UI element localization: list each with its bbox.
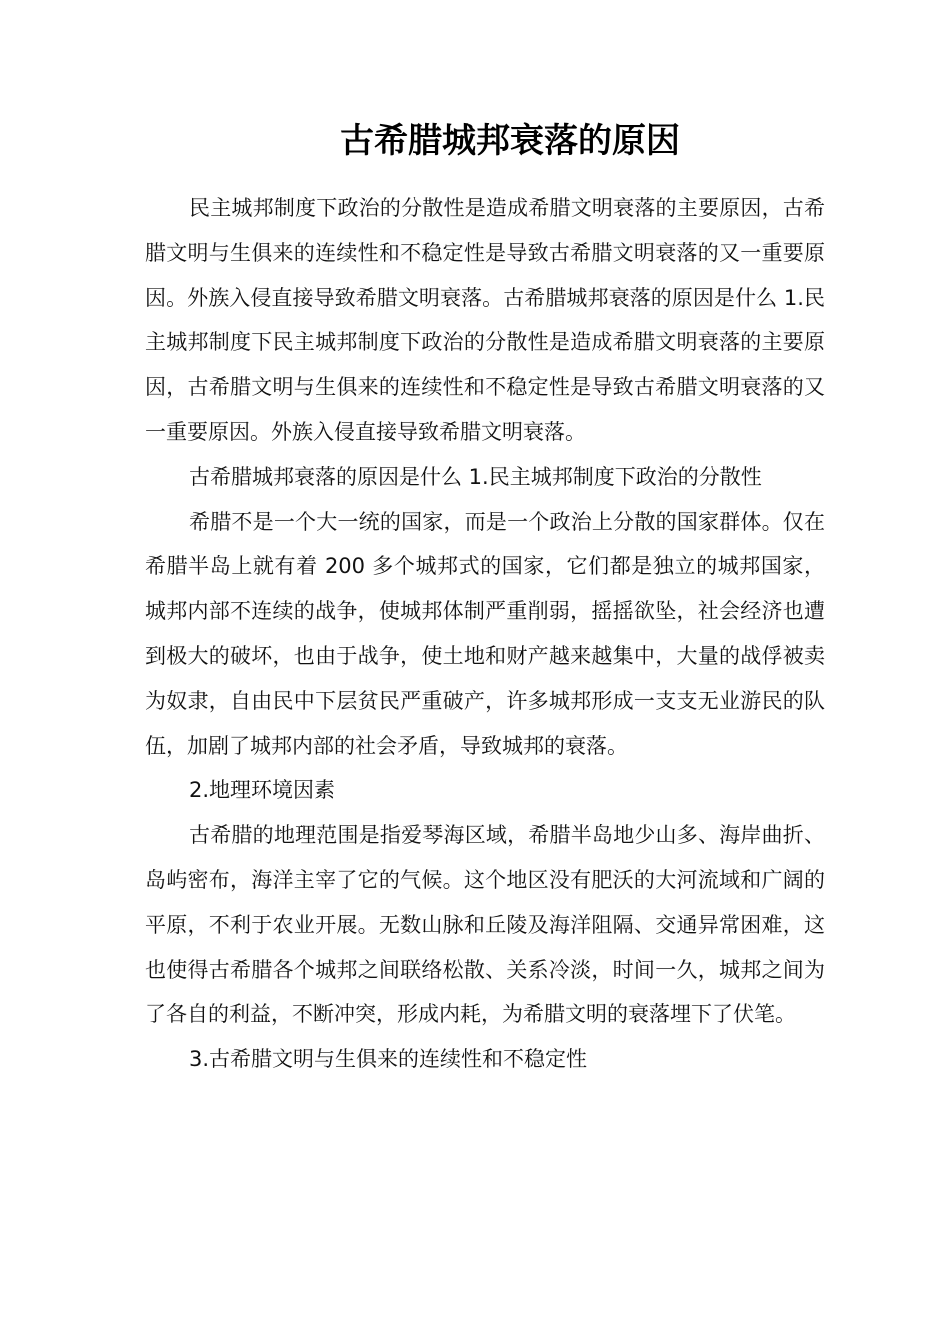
paragraph-1: 民主城邦制度下政治的分散性是造成希腊文明衰落的主要原因，古希腊文明与生俱来的连续性和不稳定性是导致古希腊文明衰落的又一重要原因。外族入侵直接导致希腊文明衰落。古希腊城邦衰落的原因是什么 1.民主城邦制度下民主城邦制度下政治的分散性是造成希腊文明衰落的主要原因，古希腊文明与生俱来的连续性和不稳定性是导致古希腊文明衰落的又一重要原因。外族入侵直接导致希腊文明衰落。 [145,196,825,444]
paragraph-4: 古希腊的地理范围是指爱琴海区域，希腊半岛地少山多、海岸曲折、岛屿密布，海洋主宰了它的气候。这个地区没有肥沃的大河流域和广阔的平原，不利于农业开展。无数山脉和丘陵及海洋阻隔、交通异常困难，这也使得古希腊各个城邦之间联络松散、关系冷淡，时间一久，城邦之间为了各自的利益，不断冲突，形成内耗，为希腊文明的衰落埋下了伏笔。 [145,823,825,1027]
paragraph-2: 古希腊城邦衰落的原因是什么 1.民主城邦制度下政治的分散性 [189,464,762,489]
document-title: 古希腊城邦衰落的原因 [340,121,680,161]
section-heading-3: 3.古希腊文明与生俱来的连续性和不稳定性 [189,1047,588,1072]
document-body [145,186,825,1082]
paragraph-3: 希腊不是一个大一统的国家，而是一个政治上分散的国家群体。仅在希腊半岛上就有着 200 多个城邦式的国家，它们都是独立的城邦国家，城邦内部不连续的战争，使城邦体制严重削弱，摇摇欲坠，社会经济也遭到极大的破坏，也由于战争，使土地和财产越来越集中，大量的战俘被卖为奴隶，自由民中下层贫民严重破产，许多城邦形成一支支无业游民的队伍，加剧了城邦内部的社会矛盾，导致城邦的衰落。 [145,509,825,758]
section-heading-2: 2.地理环境因素 [189,778,336,803]
